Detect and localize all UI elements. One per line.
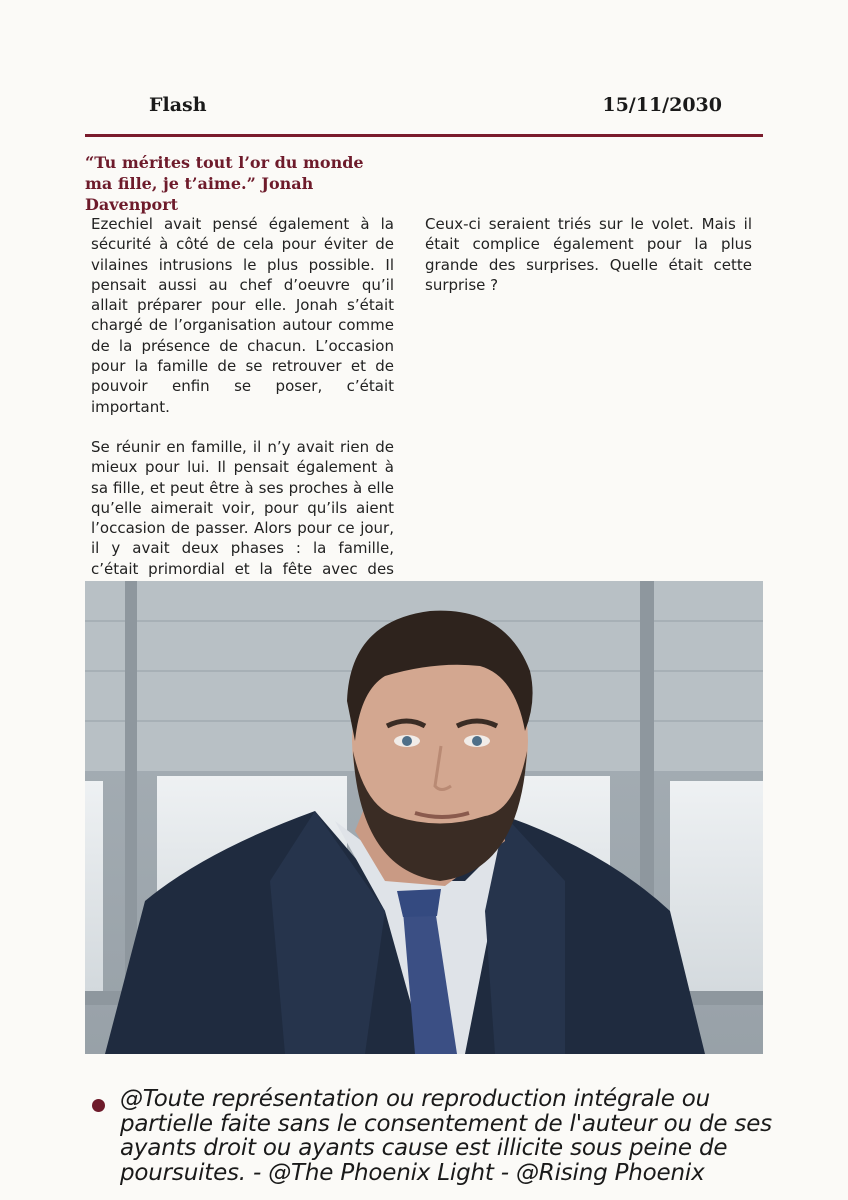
issue-date: 15/11/2030 [602, 94, 722, 116]
article-paragraph: Se réunir en famille, il n’y avait rien de mieux pour lui. Il pensait également à sa fille, et peut être à ses proches à elle qu’elle aimerait voir, pour qu’ils aient l’occasion de passer. Alors pour ce jour, il y avait deux phases : la famille, c’était primordial et la fête avec des [91, 437, 394, 578]
bullet-icon [92, 1099, 105, 1112]
article-photo [85, 581, 763, 1054]
pull-quote: “Tu mérites tout l’or du monde ma fille, je t’aime.” Jonah Davenport [85, 153, 364, 214]
article-paragraph: Ezechiel avait pensé également à la sécurité à côté de cela pour éviter de vilaines intrusions le plus possible. Il pensait aussi au chef d’oeuvre qu’il allait préparer pour elle. Jonah s’était chargé de l’organisation autour comme de la présence de chacun. L’occasion pour la famille de se retrouver et de pouvoir enfin se poser, c’était important. [91, 215, 394, 416]
section-label: Flash [149, 94, 207, 116]
header-divider [85, 134, 763, 137]
article-column-right [425, 214, 752, 315]
article-column-left [91, 214, 394, 619]
copyright-notice [92, 1087, 772, 1185]
article-paragraph: Ceux-ci seraient triés sur le volet. Mais il était complice également pour la plus grande des surprises. Quelle était cette surprise ? [425, 215, 752, 294]
copyright-text: @Toute représentation ou reproduction intégrale ou partielle faite sans le consentement de l'auteur ou de ses ayants droit ou ayants cause est illicite sous peine de poursuites. - @The Phoenix Light - @Rising Phoenix [120, 1086, 772, 1186]
portrait-illustration [85, 581, 763, 1054]
